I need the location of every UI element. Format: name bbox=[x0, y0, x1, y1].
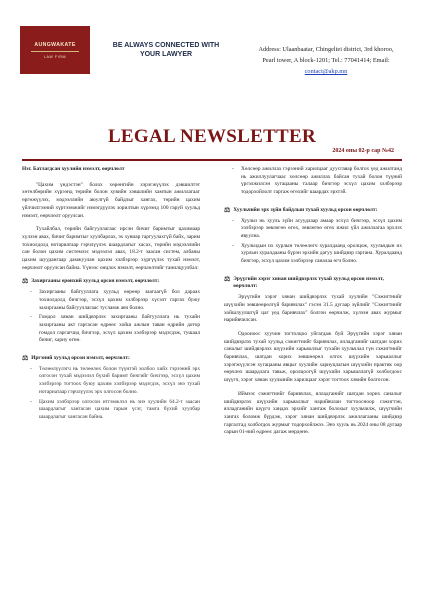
scales-icon: ⚖ bbox=[22, 277, 29, 286]
issue-number: 2024 оны 02-р сар №42 bbox=[332, 148, 394, 154]
contact-block bbox=[238, 44, 414, 77]
title-divider bbox=[22, 159, 402, 161]
firm-logo bbox=[20, 26, 90, 74]
section-heading-admin-law: ⚖ Захиргааны ерөнхий хуульд орсон нэмэлт, өөрчлөлт: bbox=[22, 277, 160, 286]
paragraph-criminal-1: Эрүүгийн хэрэг хянан шийдвэрлэх тухай хуулийн "Сэжигтнийг шүүхийн зөвшөөрөлгүй баривчлах" гэсэн 31.5 дугаар зүйлийг "Сэжигтнийг хойшлуулшгүй цаг үед баривчлах" болгон өөрчилж, хүлээн авах журмыг нарийвчилсан. bbox=[224, 294, 402, 324]
scales-icon: ⚖ bbox=[22, 354, 29, 363]
list-item: - Гомдол хянан шийдвэрлэх захиргааны байгууллага нь тухайн захиргааны акт гаргасан өдрөөс хойш ажлын таван өдрийн дотор гомдол гаргагчид бичгээр, эсхүл цахим хэлбэрээр мэдэгдэж, тушаал бичиг, хариу өгнө. bbox=[30, 314, 200, 344]
paragraph-criminal-3: Иймээс сэжигтнийг баривчлах, ялладганийг шатдан хорих саналыг шийдвэрлэх шүүхийн харьяаллыг нарийвчлан тогтоосноор сэжигтэн, ялладганийн шүүгч хандах эрхийг хангаж болохыг хуульчилж, шүүгчийн хангах боломж бүрдэж, хэрэг хянан шийдвэрлэх ажиллагааны шийдвэр гаргалтад холбогдох журмыг тодорхойлжээ. Энэ хууль нь 2024 оны 08 дугаар сарын 01-ний өдрөөс дагаж мөрдөнө. bbox=[224, 390, 402, 436]
newsletter-title: LEGAL NEWSLETTER bbox=[107, 126, 317, 147]
scales-icon: ⚖ bbox=[224, 274, 231, 283]
list-item: - Хуульч нь хууль зүйн асуудлаар амаар эсхүл бичгээр, эсхүл цахим хэлбэрээр зөвлөгөө өгөх, зөвлөгөө өгөх ижил үйл ажиллагаа эрхлэх явуулна. bbox=[232, 217, 402, 239]
scales-icon: ⚖ bbox=[224, 205, 231, 214]
list-item: - Цахим хэлбэрээр олгосон итгэмжлэл нь энэ хуулийн 64.2-т заасан шаардлагыг хангасан цахим гарын үсэг, тамга бүхий хуулбар шаардлагыг хангасан байна. bbox=[30, 398, 200, 420]
tagline: BE ALWAYS CONNECTED WITH YOUR LAWYER bbox=[112, 42, 220, 58]
list-item: - Хуульчдын их хурлын төлөөлөгч хуралдаанд оролцож, хуульчдын их хурлын хуралдааны бүрэн эрхийн дагуу шийдвэр гаргана. Хуралдаанд бичгээр, эсхүл цахим хэлбэрээр саналаа өгч болно. bbox=[232, 242, 402, 265]
logo-subtitle: LAW FIRM bbox=[43, 54, 67, 59]
email-link[interactable]: contact@akp.mn bbox=[304, 68, 348, 75]
paragraph-examples: Тухайлбал, төрийн байгууллагаас ирсэн бичиг баримтыг цахимаар хүлээн авах, бичиг баримтыг хуулбарлах, эх хувиар гаргуулахгүй байх, зарим тохиолдолд нотариатаар гэрчлүүлэх шаардлагыг хасах, төрийн мэдээллийн сан болон цахим системээс мэдээлэл авах, 18.2-т заасан систем, албаны цахим шуудангаар дамжуулан цахим хэлбэрээр хүргүүлэх тухай нэмэлт, өөрчлөлт оруулсан байна. Үүнээс онцлох нэмэлт, өөрчлөлтийг танилцуулбал: bbox=[22, 226, 200, 271]
list-item: - Захиргааны байгууллага хуульд өөрөөр заагаагүй бол дараах тохиолдолд бичгээр, эсхүл цахим хэлбэрээр хүсэлт гаргах буюу захиргааны байгууллагаас тусламж авч болно. bbox=[30, 289, 200, 311]
list-item: - Хөлсөөр ажиллах гэрээний харилцааг дуусгавар болгох үед ажилтанд нь ажиллуулагчаас хөлсөөр ажиллах байсан тухай болон түүний үргэлжилсэн хугацааны талаар бичгээр эсхүл цахим хэлбэрээр тодорхойлолт гаргаж өгөхийг шаардах эрхтэй. bbox=[232, 166, 402, 196]
address-line-2: Pearl tower, A block-1201; Tel.: 77041414; Email: bbox=[262, 57, 390, 64]
list-item: - Төлөөлүүлэгч нь төлөөлөх болон түүнтэй холбоо хийх гэрээний эрх олгосон тухай мэдээлэл бүхий баримт бичгийг бичгээр, эсхүл цахим хэлбэрээр тогтоох буюу цахим хэлбэрээр мэдэгдэх, эсхүл энэ тухай нотариатаар гэрчлүүлэх эрх олгосон болно. bbox=[30, 365, 200, 395]
section-heading-criminal-procedure: ⚖ Эрүүгийн хэрэг хянан шийдвэрлэх тухай хуульд орсон нэмэлт, өөрчлөлт: bbox=[224, 274, 384, 290]
logo-divider bbox=[31, 51, 79, 52]
section-heading-amendments: Нэг. Батлагдсан хуулийн нэмэлт, өөрчлөлт bbox=[22, 166, 125, 172]
address-line-1: Address: Ulaanbaatar, Chingeltei district, 3rd khoroo, bbox=[258, 46, 394, 53]
right-column bbox=[224, 166, 402, 443]
left-column bbox=[22, 166, 200, 424]
section-heading-civil-law: ⚖ Иргэний хуульд орсон нэмэлт, өөрчлөлт: bbox=[22, 354, 130, 363]
logo-name: AUNGWAKATE bbox=[34, 41, 76, 48]
paragraph-intro: "Цахим үндэстэн" болох хөрөнгийн хэрэгжүүлэх дэвшилтэт хөтөлбөрийн хүрээнд төрийн болон хувийн хэвшлийн хамтын ажиллагааг өргөжүүлэх, мэдээллийн аюулгүй байдлыг хангах, төрийн цахим үйлчилгээний хүртээмжийг нэмэгдүүлэх зорилтын хүрээнд 100 гаруй хуульд нэмэлт, өөрчлөлт оруулсан. bbox=[22, 181, 200, 219]
paragraph-criminal-2: Одооноос хуучин тогтолцоо уйгагдаж буй Эрүүгийн хэрэг хянан шийдвэрлэх тухай хуульд сэжигтнийг баривчлах, ялладганийг шатдан хорих саналыг шийдвэрлэх шүүхийн харьяаллыг тухайн хуульчлал гүн сэжигтнийг баривчлах, шатдан хорих зөвшөөрөл олгох шүүхийн харьяаллыг хэрэгжүүлсэн хугацааны явцыг хуулийн хариуцлагын шүүхийн практик оор өөрчлөх шаардлага тавьж, оролцоогүй шүүхийн харьяаллагүй холбогдоос шүүгч, хэрэг хянан хуульчийн харилцааг хэрэг тогтоох хэвийн болгосон. bbox=[224, 330, 402, 384]
section-heading-lawyer-law: ⚖ Хуульчийн эрх зүйн байдлын тухай хуульд орсон өөрчлөлт: bbox=[224, 205, 378, 214]
